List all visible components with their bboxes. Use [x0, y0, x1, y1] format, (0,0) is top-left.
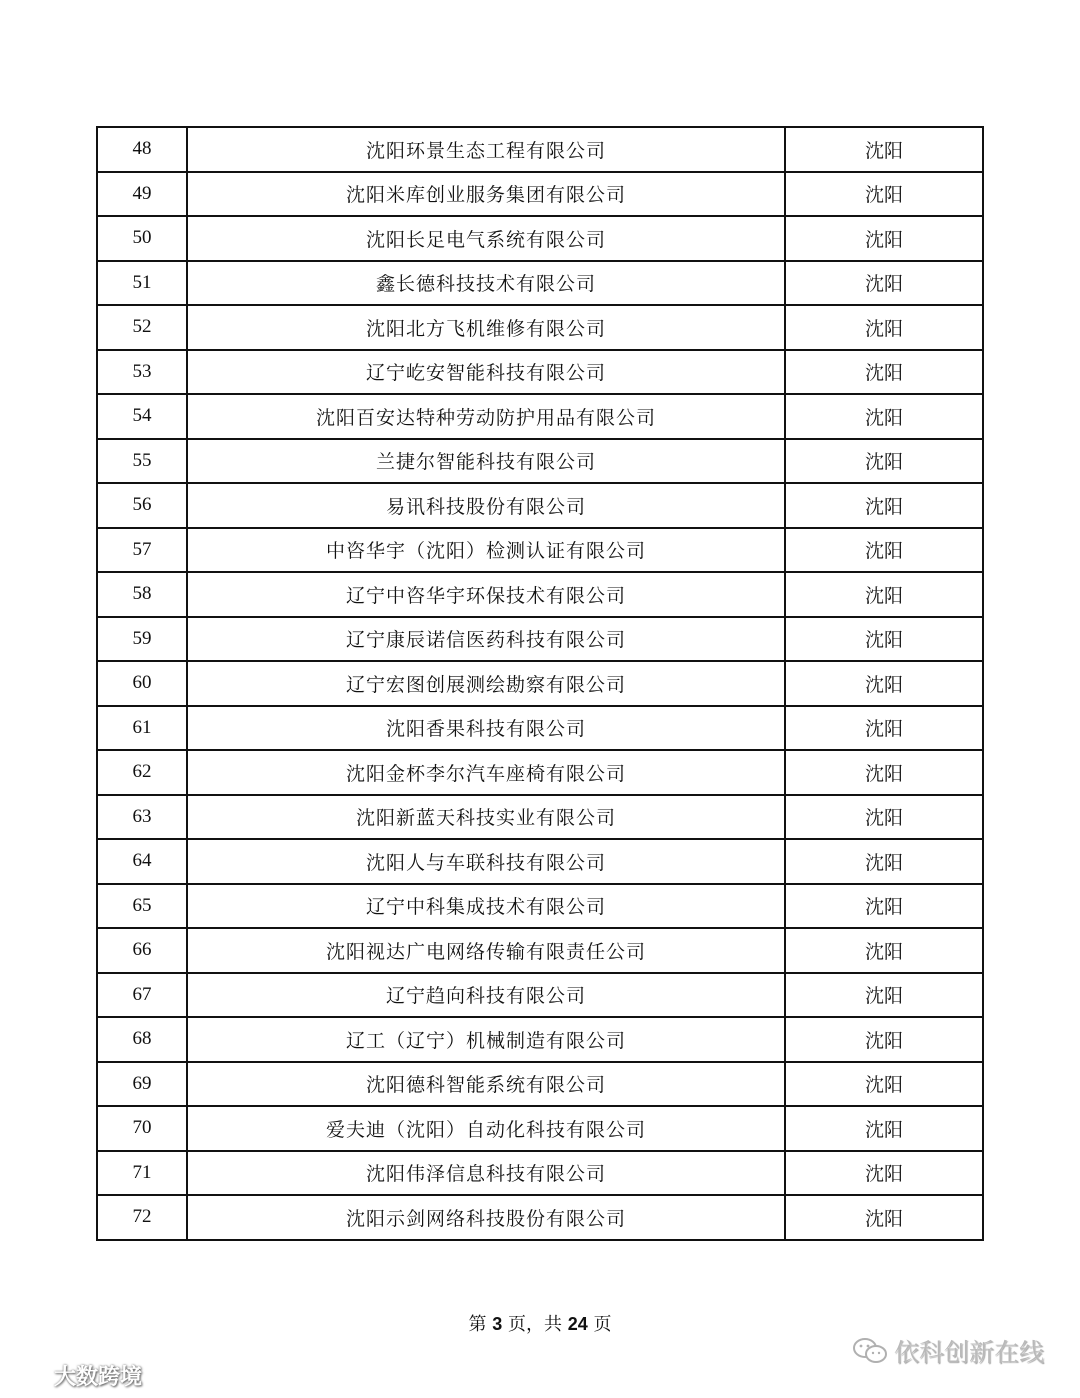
city-cell: 沈阳: [785, 172, 983, 217]
row-number-cell: 53: [97, 350, 187, 395]
company-name-cell: 辽宁中咨华宇环保技术有限公司: [187, 572, 785, 617]
company-list-table-wrapper: [96, 126, 982, 1241]
company-name-cell: 沈阳人与车联科技有限公司: [187, 839, 785, 884]
row-number-cell: 69: [97, 1062, 187, 1107]
row-number-cell: 63: [97, 795, 187, 840]
bubble-logo-icon: [4, 1362, 50, 1390]
city-cell: 沈阳: [785, 394, 983, 439]
city-cell: 沈阳: [785, 483, 983, 528]
row-number-cell: 65: [97, 884, 187, 929]
city-cell: 沈阳: [785, 617, 983, 662]
table-row: [97, 394, 983, 439]
row-number-cell: 72: [97, 1195, 187, 1240]
company-name-cell: 沈阳新蓝天科技实业有限公司: [187, 795, 785, 840]
company-name-cell: 沈阳北方飞机维修有限公司: [187, 305, 785, 350]
table-row: [97, 572, 983, 617]
company-name-cell: 辽宁趋向科技有限公司: [187, 973, 785, 1018]
footer-middle: 页，共: [507, 1314, 562, 1335]
company-name-cell: 沈阳金杯李尔汽车座椅有限公司: [187, 750, 785, 795]
city-cell: 沈阳: [785, 661, 983, 706]
city-cell: 沈阳: [785, 795, 983, 840]
row-number-cell: 55: [97, 439, 187, 484]
city-cell: 沈阳: [785, 839, 983, 884]
row-number-cell: 57: [97, 528, 187, 573]
table-row: [97, 706, 983, 751]
table-row: [97, 928, 983, 973]
table-body: [97, 127, 983, 1240]
row-number-cell: 67: [97, 973, 187, 1018]
city-cell: 沈阳: [785, 750, 983, 795]
wechat-icon: [852, 1337, 888, 1365]
table-row: [97, 884, 983, 929]
city-cell: 沈阳: [785, 1151, 983, 1196]
city-cell: 沈阳: [785, 305, 983, 350]
table-row: [97, 617, 983, 662]
watermark-wechat: [852, 1333, 1044, 1369]
company-name-cell: 沈阳德科智能系统有限公司: [187, 1062, 785, 1107]
company-name-cell: 辽宁康辰诺信医药科技有限公司: [187, 617, 785, 662]
city-cell: 沈阳: [785, 1195, 983, 1240]
company-name-cell: 兰捷尔智能科技有限公司: [187, 439, 785, 484]
row-number-cell: 49: [97, 172, 187, 217]
table-row: [97, 750, 983, 795]
table-row: [97, 127, 983, 172]
city-cell: 沈阳: [785, 216, 983, 261]
city-cell: 沈阳: [785, 350, 983, 395]
row-number-cell: 58: [97, 572, 187, 617]
row-number-cell: 62: [97, 750, 187, 795]
table-row: [97, 483, 983, 528]
company-name-cell: 辽宁屹安智能科技有限公司: [187, 350, 785, 395]
city-cell: 沈阳: [785, 928, 983, 973]
row-number-cell: 64: [97, 839, 187, 884]
row-number-cell: 66: [97, 928, 187, 973]
watermark-left-text: 大数跨境: [54, 1365, 143, 1390]
row-number-cell: 56: [97, 483, 187, 528]
company-name-cell: 辽宁中科集成技术有限公司: [187, 884, 785, 929]
company-name-cell: 沈阳米库创业服务集团有限公司: [187, 172, 785, 217]
total-pages: 24: [567, 1314, 588, 1334]
row-number-cell: 60: [97, 661, 187, 706]
company-name-cell: 沈阳长足电气系统有限公司: [187, 216, 785, 261]
row-number-cell: 50: [97, 216, 187, 261]
table-row: [97, 439, 983, 484]
company-name-cell: 爱夫迪（沈阳）自动化科技有限公司: [187, 1106, 785, 1151]
city-cell: 沈阳: [785, 1062, 983, 1107]
row-number-cell: 70: [97, 1106, 187, 1151]
city-cell: 沈阳: [785, 439, 983, 484]
table-row: [97, 216, 983, 261]
table-row: [97, 261, 983, 306]
row-number-cell: 61: [97, 706, 187, 751]
company-name-cell: 沈阳百安达特种劳动防护用品有限公司: [187, 394, 785, 439]
table-row: [97, 528, 983, 573]
city-cell: 沈阳: [785, 127, 983, 172]
row-number-cell: 52: [97, 305, 187, 350]
table-row: [97, 661, 983, 706]
city-cell: 沈阳: [785, 1106, 983, 1151]
company-name-cell: 沈阳示剑网络科技股份有限公司: [187, 1195, 785, 1240]
table-row: [97, 1062, 983, 1107]
company-name-cell: 辽工（辽宁）机械制造有限公司: [187, 1017, 785, 1062]
city-cell: 沈阳: [785, 572, 983, 617]
city-cell: 沈阳: [785, 706, 983, 751]
city-cell: 沈阳: [785, 884, 983, 929]
table-row: [97, 795, 983, 840]
row-number-cell: 51: [97, 261, 187, 306]
footer-suffix: 页: [593, 1314, 612, 1335]
table-row: [97, 973, 983, 1018]
watermark-right-text: 依科创新在线: [893, 1338, 1044, 1367]
table-row: [97, 1151, 983, 1196]
city-cell: 沈阳: [785, 973, 983, 1018]
city-cell: 沈阳: [785, 528, 983, 573]
table-row: [97, 305, 983, 350]
company-list-table: [96, 126, 984, 1241]
city-cell: 沈阳: [785, 1017, 983, 1062]
table-row: [97, 839, 983, 884]
current-page-number: 3: [492, 1314, 503, 1334]
table-row: [97, 350, 983, 395]
company-name-cell: 易讯科技股份有限公司: [187, 483, 785, 528]
company-name-cell: 鑫长德科技技术有限公司: [187, 261, 785, 306]
table-row: [97, 1017, 983, 1062]
row-number-cell: 71: [97, 1151, 187, 1196]
company-name-cell: 沈阳环景生态工程有限公司: [187, 127, 785, 172]
watermark-brand: [4, 1360, 142, 1391]
company-name-cell: 辽宁宏图创展测绘勘察有限公司: [187, 661, 785, 706]
table-row: [97, 172, 983, 217]
company-name-cell: 中咨华宇（沈阳）检测认证有限公司: [187, 528, 785, 573]
company-name-cell: 沈阳伟泽信息科技有限公司: [187, 1151, 785, 1196]
company-name-cell: 沈阳视达广电网络传输有限责任公司: [187, 928, 785, 973]
table-row: [97, 1106, 983, 1151]
company-name-cell: 沈阳香果科技有限公司: [187, 706, 785, 751]
footer-prefix: 第: [468, 1314, 487, 1335]
table-row: [97, 1195, 983, 1240]
row-number-cell: 48: [97, 127, 187, 172]
row-number-cell: 68: [97, 1017, 187, 1062]
row-number-cell: 59: [97, 617, 187, 662]
city-cell: 沈阳: [785, 261, 983, 306]
row-number-cell: 54: [97, 394, 187, 439]
